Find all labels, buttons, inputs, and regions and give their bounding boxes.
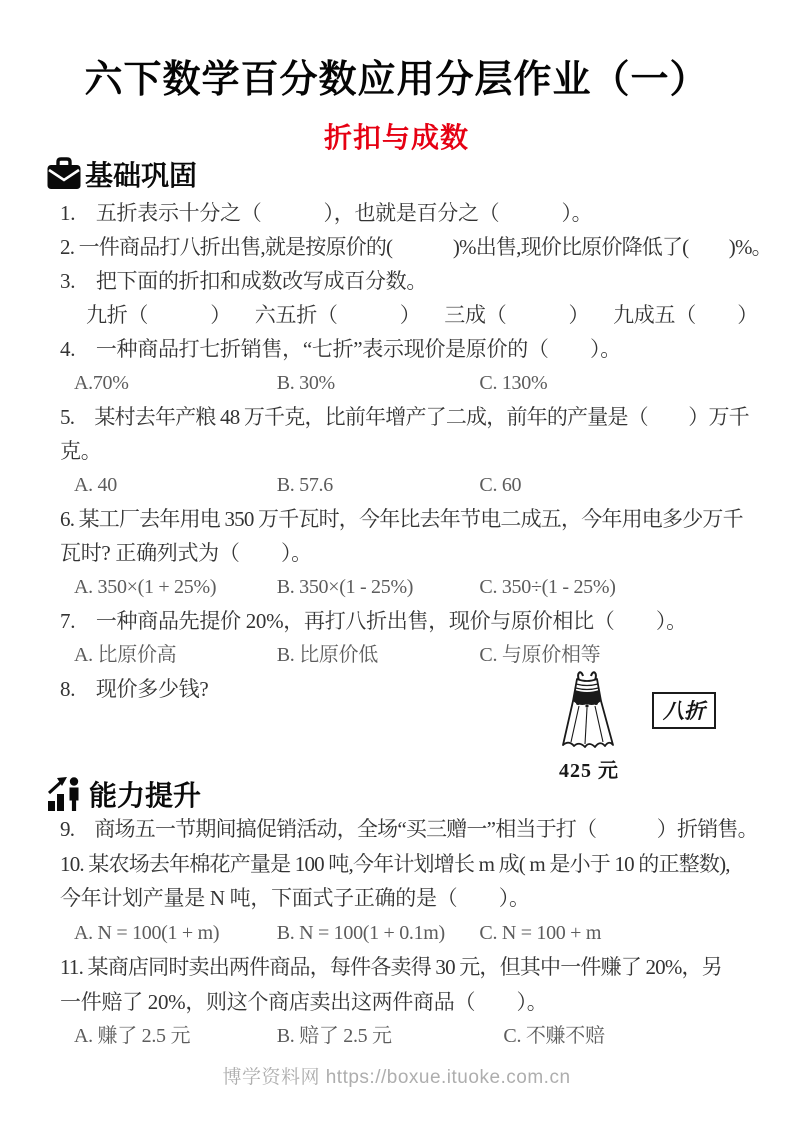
section-advanced-header xyxy=(46,774,201,814)
question-5-options xyxy=(60,468,775,502)
discount-tag: 八折 xyxy=(652,692,716,729)
question-11: 11. 某商店同时卖出两件商品，每件各卖得 30 元，但其中一件赚了 20%，另 xyxy=(60,955,722,979)
page-title: 六下数学百分数应用分层作业（一） xyxy=(84,59,709,101)
dress-price: 425 元 xyxy=(559,760,619,782)
question-5: 5. 某村去年产粮 48 万千克，比前年增产了二成，前年的产量是（ ）万千 xyxy=(60,405,749,429)
question-3-conversion-row xyxy=(86,298,758,332)
option-c: C. 350÷(1 - 25%) xyxy=(479,576,616,598)
conversion-item: 六五折（ ） xyxy=(254,303,421,327)
question-8: 8. 现价多少钱? xyxy=(60,677,209,701)
option-c: C. 130% xyxy=(479,372,548,394)
footer-watermark xyxy=(0,1062,793,1089)
option-c: C. 与原价相等 xyxy=(479,644,601,666)
option-a: A. 比原价高 xyxy=(74,644,177,666)
question-4: 4. 一种商品打七折销售，“七折”表示现价是原价的（ ）。 xyxy=(60,337,621,361)
question-10: 10. 某农场去年棉花产量是 100 吨,今年计划增长 m 成( m 是小于 10 的正整数), xyxy=(60,851,730,876)
question-2: 2. 一件商品打八折出售,就是按原价的( )%出售,现价比原价降低了( )%。 xyxy=(60,235,772,259)
question-9: 9. 商场五一节期间搞促销活动，全场“买三赠一”相当于打（ ）折销售。 xyxy=(60,817,758,841)
option-b: B. 30% xyxy=(276,372,335,394)
footer-link[interactable]: 博学资料网 https://boxue.ituoke.com.cn xyxy=(222,1067,571,1088)
section-basic-label: 基础巩固 xyxy=(85,160,198,191)
question-6-options xyxy=(60,570,775,604)
conversion-item: 九成五（ ） xyxy=(613,303,758,327)
question-10-line2: 今年计划产量是 N 吨，下面式子正确的是（ ）。 xyxy=(60,886,530,910)
question-10-options xyxy=(60,916,775,951)
option-a: A. 350×(1 + 25%) xyxy=(74,576,217,598)
page-subtitle: 折扣与成数 xyxy=(323,122,469,153)
conversion-item: 九折（ ） xyxy=(86,303,231,327)
option-a: A.70% xyxy=(74,372,129,394)
option-c: C. 60 xyxy=(479,474,522,496)
question-8-figure xyxy=(548,666,748,782)
question-7: 7. 一种商品先提价 20%，再打八折出售，现价与原价相比（ ）。 xyxy=(60,609,687,633)
section-advanced-label: 能力提升 xyxy=(89,780,202,811)
option-b: B. 350×(1 - 25%) xyxy=(276,576,414,598)
growth-chart-icon xyxy=(46,776,86,812)
option-b: B. 57.6 xyxy=(276,474,333,496)
question-6: 6. 某工厂去年用电 350 万千瓦时，今年比去年节电二成五，今年用电多少万千 xyxy=(60,507,743,531)
basic-questions xyxy=(60,196,775,706)
dress-illustration xyxy=(556,668,620,754)
option-c: C. N = 100 + m xyxy=(479,921,602,944)
advanced-questions xyxy=(60,812,775,1054)
question-11-options xyxy=(60,1019,775,1054)
question-4-options xyxy=(60,366,775,400)
question-6-line2: 瓦时? 正确列式为（ ）。 xyxy=(60,541,312,565)
briefcase-icon xyxy=(46,157,82,191)
option-b: B. N = 100(1 + 0.1m) xyxy=(276,921,445,944)
question-3: 3. 把下面的折扣和成数改写成百分数。 xyxy=(60,269,428,293)
option-a: A. 赚了 2.5 元 xyxy=(74,1025,191,1047)
option-b: B. 比原价低 xyxy=(276,644,378,666)
conversion-item: 三成（ ） xyxy=(444,303,590,327)
question-11-line2: 一件赔了 20%，则这个商店卖出这两件商品（ ）。 xyxy=(60,989,548,1014)
question-1: 1. 五折表示十分之（ ），也就是百分之（ ）。 xyxy=(60,201,593,225)
option-a: A. N = 100(1 + m) xyxy=(74,921,220,944)
section-basic-header xyxy=(46,154,197,194)
option-c: C. 不赚不赔 xyxy=(503,1025,605,1047)
option-a: A. 40 xyxy=(74,474,117,496)
option-b: B. 赔了 2.5 元 xyxy=(276,1025,392,1047)
question-5-line2: 克。 xyxy=(60,439,102,463)
